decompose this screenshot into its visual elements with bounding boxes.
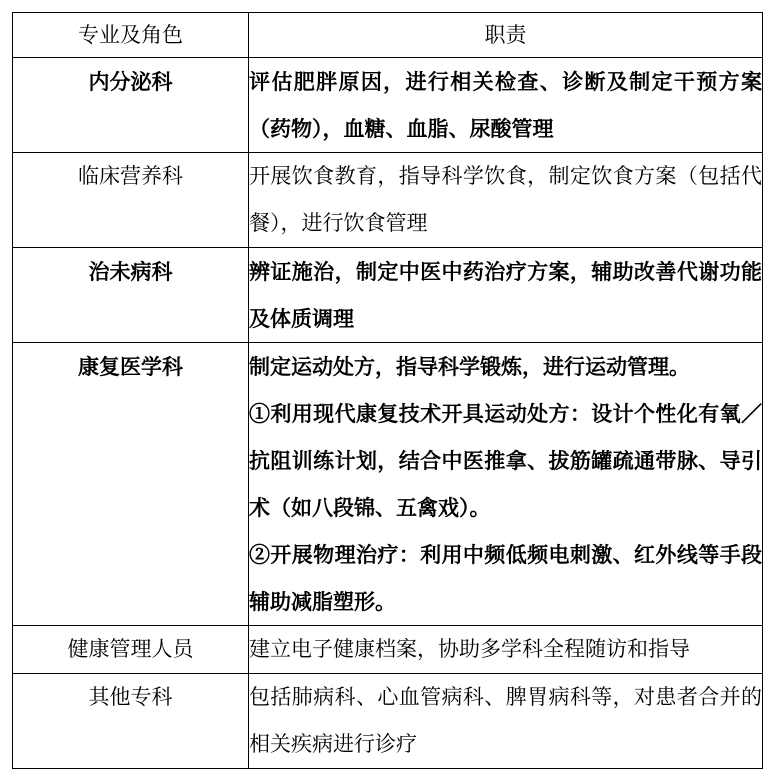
role-cell: 健康管理人员 xyxy=(13,626,249,674)
duty-paragraph: 开展饮食教育，指导科学饮食，制定饮食方案（包括代餐），进行饮食管理 xyxy=(249,164,762,235)
table-row xyxy=(13,248,763,343)
table-row xyxy=(13,58,763,153)
table-body xyxy=(13,58,763,769)
duty-cell xyxy=(249,343,763,626)
role-cell: 治未病科 xyxy=(13,248,249,343)
duty-paragraph: ②开展物理治疗：利用中频低频电刺激、红外线等手段辅助减脂塑形。 xyxy=(249,542,762,614)
duty-cell xyxy=(249,248,763,343)
duty-paragraph: 包括肺病科、心血管病科、脾胃病科等，对患者合并的相关疾病进行诊疗 xyxy=(249,685,762,756)
role-cell: 其他专科 xyxy=(13,674,249,769)
role-cell: 康复医学科 xyxy=(13,343,249,626)
table-row xyxy=(13,674,763,769)
duty-paragraph: 制定运动处方，指导科学锻炼，进行运动管理。 xyxy=(249,354,690,379)
duty-cell xyxy=(249,58,763,153)
table-row xyxy=(13,343,763,626)
duty-cell xyxy=(249,626,763,674)
table-row xyxy=(13,153,763,248)
role-cell: 内分泌科 xyxy=(13,58,249,153)
duty-paragraph: ①利用现代康复技术开具运动处方：设计个性化有氧／抗阻训练计划，结合中医推拿、拔筋罐疏通带脉、导引术（如八段锦、五禽戏）。 xyxy=(249,401,762,520)
role-cell: 临床营养科 xyxy=(13,153,249,248)
duty-paragraph: 建立电子健康档案，协助多学科全程随访和指导 xyxy=(249,637,690,661)
duty-cell xyxy=(249,153,763,248)
duty-cell xyxy=(249,674,763,769)
duty-paragraph: 评估肥胖原因，进行相关检查、诊断及制定干预方案（药物），血糖、血脂、尿酸管理 xyxy=(249,69,762,141)
duty-paragraph: 辨证施治，制定中医中药治疗方案，辅助改善代谢功能及体质调理 xyxy=(249,259,762,331)
table-header-row xyxy=(13,13,763,58)
header-role: 专业及角色 xyxy=(13,13,249,58)
table-row xyxy=(13,626,763,674)
roles-table xyxy=(12,12,763,769)
header-duty: 职责 xyxy=(249,13,763,58)
